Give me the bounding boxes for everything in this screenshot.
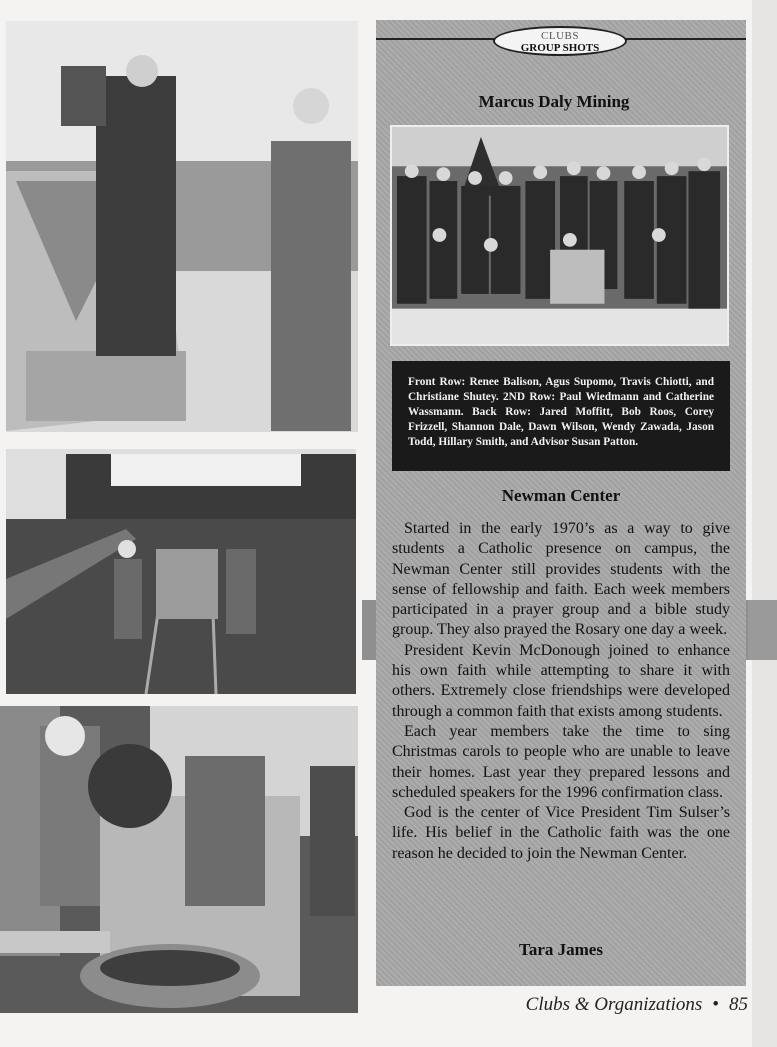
photo-mining-workers-tripod [6, 21, 358, 432]
article-paragraph: Started in the early 1970’s as a way to give students a Catholic presence on campus, the Newman Center still provides students with the sense of fellowship and faith. Each week members participated in a prayer group and a bible study group. They also prayed the Rosary one day a week. [392, 520, 730, 639]
section-tab-top: CLUBS [541, 30, 579, 42]
club-title: Marcus Daly Mining [478, 92, 630, 111]
photo-students-panning [0, 706, 358, 1013]
footer-section-label: Clubs & Organizations [525, 994, 703, 1015]
photo-ore-cart-track [6, 449, 356, 694]
newman-title: Newman Center [501, 486, 621, 505]
page-number: 85 [729, 994, 748, 1015]
section-tab-oval [493, 26, 627, 56]
article-paragraph: God is the center of Vice President Tim Sulser’s life. His belief in the Catholic faith was the one reason he decided to join the Newman Center. [392, 804, 730, 862]
group-photo-caption: Front Row: Renee Balison, Agus Supomo, Travis Chiotti, and Christiane Shutey. 2ND Row: Paul Wiedmann and Catherine Wassmann. Back Row: Jared Moffitt, Bob Roos, Corey Frizzell, Shannon Dale, Dawn Wilson, Wendy Zawada, Jason Todd, Hillary Smith, and Advisor Susan Patton. [392, 361, 730, 471]
bullet-icon: • [712, 994, 719, 1015]
group-photo [390, 125, 729, 346]
edge-tab [748, 600, 777, 660]
page-margin-rail [752, 0, 777, 1047]
section-tab-bottom: GROUP SHOTS [520, 42, 600, 54]
newman-article [392, 519, 730, 864]
article-byline: Tara James [519, 940, 603, 959]
page-footer [0, 994, 748, 1016]
article-paragraph: President Kevin McDonough joined to enhance his own faith while attempting to share it with others. Extremely close friendships were developed through a common faith that exists among students. [392, 641, 730, 720]
article-paragraph: Each year members take the time to sing Christmas carols to people who are unable to leave their homes. Last year they prepared lessons and scheduled speakers for the 1996 confirmation class. [392, 722, 730, 801]
